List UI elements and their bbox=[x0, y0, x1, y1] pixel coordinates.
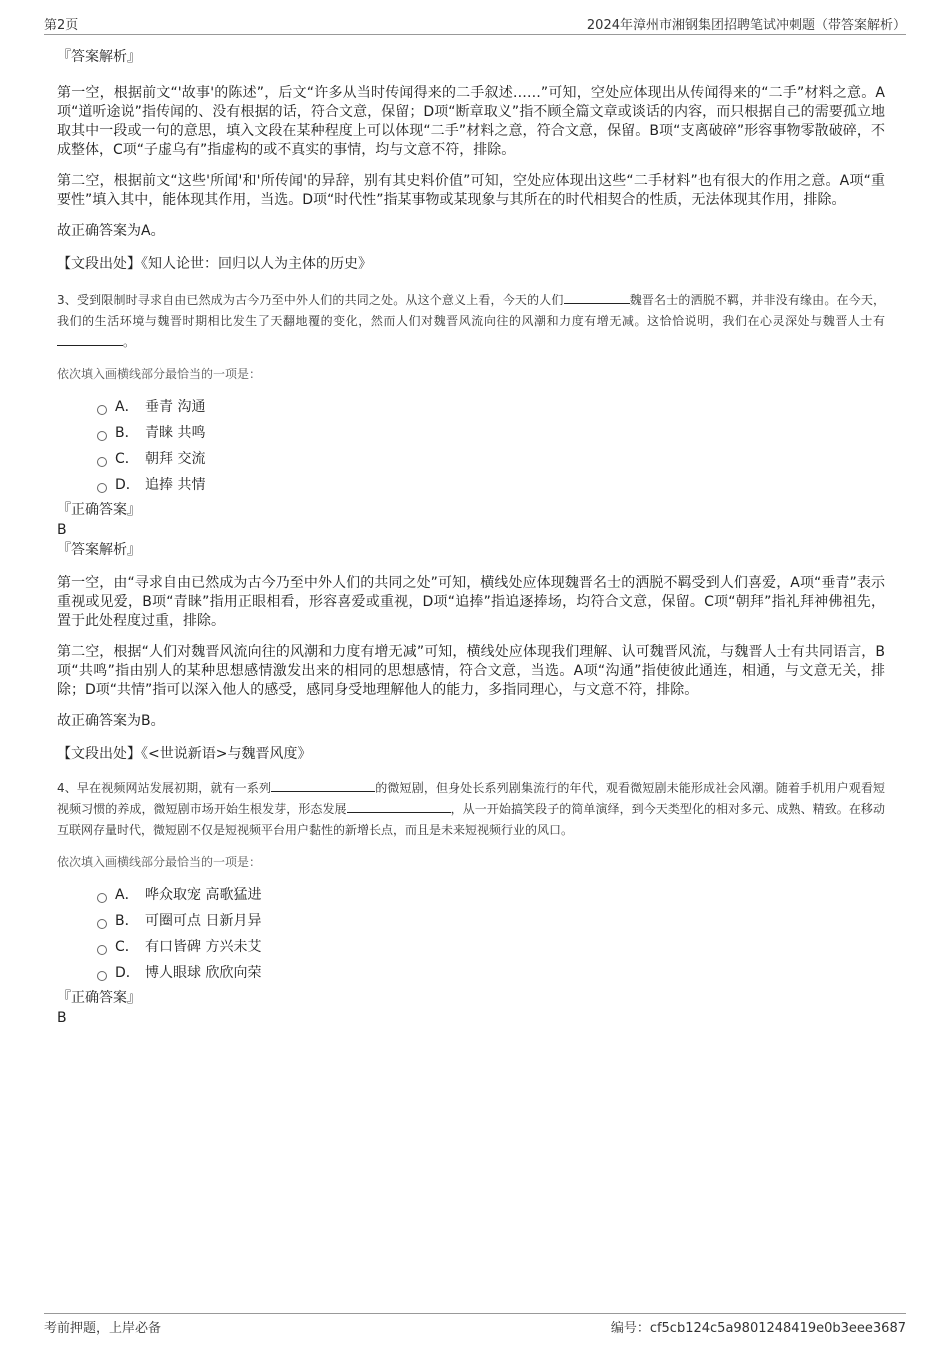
q4-option-a[interactable]: A． 哗众取宠 高歌猛进 bbox=[57, 884, 885, 910]
q4-answer: B bbox=[57, 1010, 67, 1026]
q4-question bbox=[57, 778, 885, 841]
q3-option-b[interactable]: B． 青睐 共鸣 bbox=[57, 422, 885, 448]
page-footer bbox=[44, 1313, 906, 1334]
q3-answer: B bbox=[57, 522, 67, 538]
q2-analysis-heading: 『答案解析』 bbox=[57, 49, 141, 65]
q3-analysis-heading: 『答案解析』 bbox=[57, 542, 141, 558]
q3-answer-heading: 『正确答案』 bbox=[57, 502, 141, 518]
radio-icon[interactable] bbox=[97, 919, 107, 929]
q3-analysis-p2: 第二空，根据“人们对魏晋风流向往的风潮和力度有增无减”可知，横线处应体现我们理解、认可魏晋风流，与魏晋人士有共同语言，B项“共鸣”指由别人的某种思想感情激发出来的相同的思想感情，符合文意，当选。A项“沟通”指使彼此通连，相通，与文意无关，排除；D项“共情”指可以深入他人的感受，感同身受地理解他人的能力，多指同理心，与文意不符，排除。 bbox=[57, 644, 885, 698]
q2-conclusion: 故正确答案为A。 bbox=[57, 223, 165, 239]
q3-conclusion: 故正确答案为B。 bbox=[57, 713, 165, 729]
q3-option-d[interactable]: D． 追捧 共情 bbox=[57, 474, 885, 500]
radio-icon[interactable] bbox=[97, 893, 107, 903]
q4-text-c: ，从一开始搞笑段子的简单演绎，到今天类型化的相对多元、成熟、精致。在移动互联网存量时代，微短剧不仅是短视频平台用户黏性的新增长点，而且是未来短视频行业的风口。 bbox=[57, 802, 885, 837]
page-header bbox=[44, 14, 906, 35]
q3-blank-1 bbox=[564, 291, 630, 304]
page-number: 第2页 bbox=[44, 18, 79, 33]
q3-option-c[interactable]: C． 朝拜 交流 bbox=[57, 448, 885, 474]
q3-source: 【文段出处】《<世说新语>与魏晋风度》 bbox=[57, 746, 312, 762]
radio-icon[interactable] bbox=[97, 971, 107, 981]
q2-analysis-p1: 第一空，根据前文“'故事'的陈述”，后文“许多从当时传闻得来的二手叙述……”可知，空处应体现出从传闻得来的“二手”材料之意。A项“道听途说”指传闻的、没有根据的话，符合文意，保留；D项“断章取义”指不顾全篇文章或谈话的内容，而只根据自己的需要孤立地取其中一段或一句的意思，填入文段在某种程度上可以体现“二手”材料之意，符合文意，保留。B项“支离破碎”形容事物零散破碎，不成整体，C项“子虚乌有”指虚构的或不真实的事情，均与文意不符，排除。 bbox=[57, 85, 885, 158]
radio-icon[interactable] bbox=[97, 483, 107, 493]
q4-option-b[interactable]: B． 可圈可点 日新月异 bbox=[57, 910, 885, 936]
q4-answer-heading: 『正确答案』 bbox=[57, 990, 141, 1006]
q4-blank-2 bbox=[347, 800, 451, 813]
radio-icon[interactable] bbox=[97, 405, 107, 415]
radio-icon[interactable] bbox=[97, 431, 107, 441]
q4-option-d[interactable]: D． 博人眼球 欣欣向荣 bbox=[57, 962, 885, 988]
q3-text-b: 魏晋名士的洒脱不羁，并非没有缘由。在今天，我们的生活环境与魏晋时期相比发生了天翻地覆的变化，然而人们对魏晋风流向往的风潮和力度有增无减。这恰恰说明，我们在心灵深处与魏晋人士有 bbox=[57, 293, 885, 328]
q3-text-c: 。 bbox=[123, 335, 136, 349]
radio-icon[interactable] bbox=[97, 945, 107, 955]
page-content bbox=[57, 44, 885, 1028]
q2-analysis-p2: 第二空，根据前文“这些'所闻'和'所传闻'的异辞，别有其史料价值”可知，空处应体现出这些“二手材料”也有很大的作用之意。A项“重要性”填入其中，能体现其作用，当选。D项“时代性”指某事物或某现象与其所在的时代相契合的性质，无法体现其作用，排除。 bbox=[57, 173, 885, 208]
q3-option-a[interactable]: A． 垂青 沟通 bbox=[57, 396, 885, 422]
q2-source: 【文段出处】《知人论世：回归以人为主体的历史》 bbox=[57, 256, 372, 272]
q4-options bbox=[57, 884, 885, 988]
footer-serial-number: 编号：cf5cb124c5a9801248419e0b3eee3687 bbox=[610, 1321, 906, 1336]
q3-options bbox=[57, 396, 885, 500]
q4-option-c[interactable]: C． 有口皆碑 方兴未艾 bbox=[57, 936, 885, 962]
footer-slogan: 考前押题，上岸必备 bbox=[44, 1321, 162, 1336]
q3-instruction: 依次填入画横线部分最恰当的一项是： bbox=[57, 367, 262, 381]
q3-analysis-p1: 第一空，由“寻求自由已然成为古今乃至中外人们的共同之处”可知，横线处应体现魏晋名士的洒脱不羁受到人们喜爱，A项“垂青”表示重视或见爱，B项“青睐”指用正眼相看，形容喜爱或重视，D项“追捧”指追逐捧场，均符合文意，保留。C项“朝拜”指礼拜神佛祖先，置于此处程度过重，排除。 bbox=[57, 575, 885, 629]
q4-text-b: 的微短剧，但身处长系列剧集流行的年代，观看微短剧未能形成社会风潮。随着手机用户观看短视频习惯的养成，微短剧市场开始生根发芽，形态发展 bbox=[57, 781, 885, 816]
q3-text-a: 3、受到限制时寻求自由已然成为古今乃至中外人们的共同之处。从这个意义上看，今天的人们 bbox=[57, 293, 564, 307]
q4-instruction: 依次填入画横线部分最恰当的一项是： bbox=[57, 855, 262, 869]
q4-text-a: 4、早在视频网站发展初期，就有一系列 bbox=[57, 781, 272, 795]
q3-blank-2 bbox=[57, 333, 123, 346]
document-title: 2024年漳州市湘钢集团招聘笔试冲刺题（带答案解析） bbox=[586, 18, 906, 33]
q4-blank-1 bbox=[271, 779, 375, 792]
q3-question bbox=[57, 290, 885, 353]
radio-icon[interactable] bbox=[97, 457, 107, 467]
